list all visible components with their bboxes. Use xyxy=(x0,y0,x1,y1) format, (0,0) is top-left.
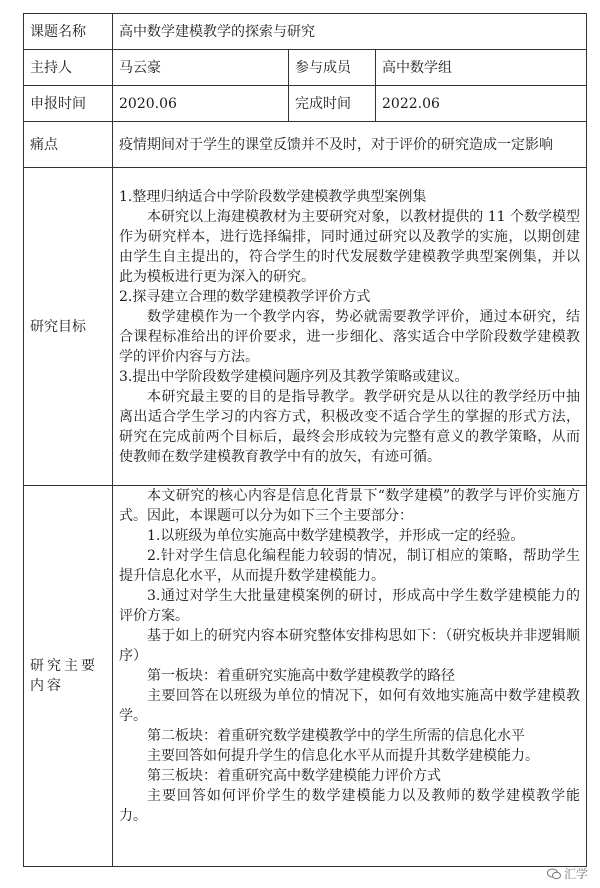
topic-row xyxy=(24,14,587,50)
watermark xyxy=(547,865,588,882)
apply-time-label: 申报时间 xyxy=(24,86,113,122)
wechat-icon xyxy=(547,868,561,880)
goal-label: 研究目标 xyxy=(24,168,113,486)
content-paragraph: 1.以班级为单位实施高中数学建模教学，并形成一定的经验。 xyxy=(147,528,525,544)
goal-row xyxy=(24,168,587,486)
host-label: 主持人 xyxy=(24,50,113,86)
host-value: 马云豪 xyxy=(113,50,289,86)
watermark-text: 汇学 xyxy=(563,867,588,881)
topic-value: 高中数学建模教学的探索与研究 xyxy=(113,14,587,50)
topic-label: 课题名称 xyxy=(24,14,113,50)
members-value: 高中数学组 xyxy=(376,50,587,86)
finish-time-label: 完成时间 xyxy=(289,86,376,122)
content-paragraph: 第三板块：着重研究高中数学建模能力评价方式 xyxy=(147,768,441,784)
goal-heading-3: 3.提出中学阶段数学建模问题序列及其教学策略或建议。 xyxy=(119,368,469,385)
content-paragraph: 3.通过对学生大批量建模案例的研讨，形成高中学生数学建模能力的评价方案。 xyxy=(119,588,581,624)
goal-paragraph-3: 本研究最主要的目的是指导教学。教学研究是从以往的教学经历中抽离出适合学生学习的内容方式，积极改变不适合学生的掌握的形式方法，研究在完成前两个目标后，最终会形成较为完整有意义的教学策略，从而使教师在数学建模教育教学中有的放矢，有迹可循。 xyxy=(119,388,581,465)
members-label: 参与成员 xyxy=(289,50,376,86)
content-paragraph: 主要回答如何评价学生的数学建模能力以及教师的数学建模教学能力。 xyxy=(119,788,581,824)
apply-time-value: 2020.06 xyxy=(113,86,289,122)
pain-row xyxy=(24,122,587,168)
content-paragraph: 基于如上的研究内容本研究整体安排构思如下：（研究板块并非逻辑顺序） xyxy=(119,628,581,664)
content-paragraph: 第一板块：着重研究实施高中数学建模教学的路径 xyxy=(147,668,455,684)
content-paragraph: 本文研究的核心内容是信息化背景下“数学建模”的教学与评价实施方式。因此，本课题可以分为如下三个主要部分： xyxy=(119,488,581,524)
content-paragraph: 主要回答在以班级为单位的情况下，如何有效地实施高中数学建模教学。 xyxy=(119,688,581,724)
content-body xyxy=(113,486,587,867)
content-paragraph: 主要回答如何提升学生的信息化水平从而提升其数学建模能力。 xyxy=(147,748,539,764)
host-row xyxy=(24,50,587,86)
goal-paragraph-1: 本研究以上海建模教材为主要研究对象，以教材提供的 11 个数学模型作为研究样本，进行选择编排，同时通过研究以及教学的实施，以期创建由学生自主提出的，符合学生的时代发展数学建模教学典型案例集，并以此为模板进行更为深入的研究。 xyxy=(119,208,581,285)
pain-value: 疫情期间对于学生的课堂反馈并不及时，对于评价的研究造成一定影响 xyxy=(113,122,587,168)
goal-heading-2: 2.探寻建立合理的数学建模教学评价方式 xyxy=(119,288,371,305)
goal-heading-1: 1.整理归纳适合中学阶段数学建模教学典型案例集 xyxy=(119,188,427,205)
content-paragraph: 2.针对学生信息化编程能力较弱的情况，制订相应的策略，帮助学生提升信息化水平，从而提升数学建模能力。 xyxy=(119,548,581,584)
finish-time-value: 2022.06 xyxy=(376,86,587,122)
content-paragraph: 第二板块：着重研究数学建模教学中的学生所需的信息化水平 xyxy=(147,728,525,744)
content-row xyxy=(24,486,587,867)
time-row xyxy=(24,86,587,122)
goal-content xyxy=(113,168,587,486)
pain-label: 痛点 xyxy=(24,122,113,168)
goal-paragraph-2: 数学建模作为一个教学内容，势必就需要教学评价，通过本研究，结合课程标准给出的评价要求，进一步细化、落实适合中学阶段数学建模教学的评价内容与方法。 xyxy=(119,308,581,365)
content-label: 研究主要内容 xyxy=(24,486,113,867)
project-info-table xyxy=(23,13,587,867)
